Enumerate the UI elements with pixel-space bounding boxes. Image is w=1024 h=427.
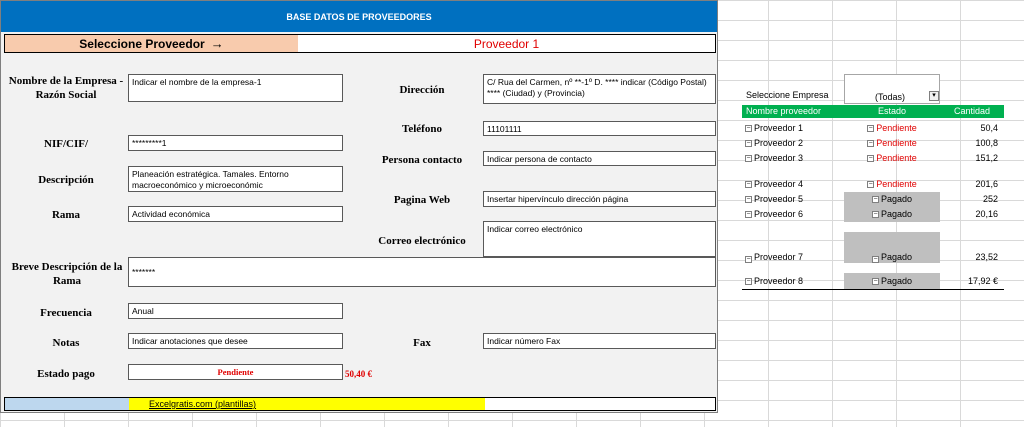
pivot-cell-nombre[interactable] (742, 151, 844, 166)
pivot-nombre-text: Proveedor 4 (754, 178, 804, 189)
label-descripcion: Descripción (38, 174, 94, 186)
pagina-web-field[interactable]: Insertar hipervínculo dirección página (483, 191, 716, 207)
pivot-cell-cantidad: 100,8 (975, 138, 998, 148)
label-pagina-web: Pagina Web (393, 194, 451, 206)
pivot-bottom-border (742, 289, 1004, 290)
persona-contacto-field[interactable]: Indicar persona de contacto (483, 151, 716, 166)
pivot-nombre-text: Proveedor 6 (754, 209, 804, 219)
pivot-cell-estado[interactable] (844, 121, 940, 136)
pivot-cell-cantidad: 201,6 (975, 178, 998, 189)
form-title: BASE DATOS DE PROVEEDORES (1, 1, 717, 32)
label-correo: Correo electrónico (378, 235, 466, 247)
pivot-cell-nombre[interactable] (742, 273, 844, 289)
breve-descripcion-field[interactable]: ******* (128, 257, 716, 287)
direccion-field[interactable]: C/ Rua del Carmen, nº **-1º D. **** indicar (Código Postal) **** (Ciudad) y (Provincia) (483, 74, 716, 104)
pivot-estado-text: Pendiente (876, 138, 917, 148)
minus-box-icon[interactable]: − (746, 256, 751, 263)
label-frecuencia: Frecuencia (40, 307, 92, 319)
select-supplier-label: Seleccione Proveedor (79, 36, 205, 51)
pivot-estado-text: Pagado (880, 209, 913, 219)
pivot-filter-label: Seleccione Empresa (746, 90, 829, 100)
minus-box-icon[interactable]: − (746, 196, 751, 203)
dropdown-arrow-icon[interactable]: ▾ (929, 91, 939, 101)
pivot-cell-estado[interactable] (844, 207, 940, 222)
minus-box-icon[interactable]: − (746, 277, 751, 285)
footer-blue-cell (5, 398, 129, 410)
label-nif: NIF/CIF/ (44, 138, 88, 150)
minus-box-icon[interactable]: − (873, 211, 878, 218)
notas-field[interactable]: Indicar anotaciones que desee (128, 333, 343, 349)
pivot-cell-estado[interactable] (844, 232, 940, 263)
pivot-filter-value: (Todas) (875, 92, 906, 102)
pivot-cell-cantidad: 23,52 (975, 252, 998, 262)
telefono-field[interactable]: 11101111 (483, 121, 716, 136)
pivot-estado-text: Pendiente (876, 123, 917, 133)
pivot-nombre-text: Proveedor 7 (754, 252, 804, 262)
footer-row (4, 397, 716, 411)
pivot-nombre-text: Proveedor 1 (754, 123, 804, 133)
minus-box-icon[interactable]: − (873, 277, 878, 285)
minus-box-icon[interactable]: − (868, 140, 873, 147)
minus-box-icon[interactable]: − (873, 256, 878, 263)
excelgratis-link[interactable]: Excelgratis.com (plantillas) (149, 399, 257, 409)
minus-box-icon[interactable]: − (746, 125, 751, 132)
descripcion-field[interactable]: Planeación estratégica. Tamales. Entorno macroeconómico y microeconómic (128, 166, 343, 192)
pivot-header-estado: Estado (844, 105, 940, 118)
supplier-selector-row (4, 34, 716, 53)
footer-link-cell (129, 398, 485, 410)
minus-box-icon[interactable]: − (868, 125, 873, 132)
label-direccion: Dirección (399, 84, 445, 96)
minus-box-icon[interactable]: − (746, 211, 751, 218)
minus-box-icon[interactable]: − (868, 155, 873, 162)
pivot-estado-text: Pendiente (876, 178, 917, 189)
pivot-header-cantidad: Cantidad (940, 105, 1004, 118)
label-fax: Fax (413, 337, 431, 349)
minus-box-icon[interactable]: − (746, 140, 751, 147)
arrow-right-icon: → (210, 36, 224, 51)
pivot-nombre-text: Proveedor 2 (754, 138, 804, 148)
pivot-cell-estado[interactable] (844, 151, 940, 166)
pivot-cell-nombre[interactable] (742, 136, 844, 151)
pivot-cell-nombre[interactable] (742, 176, 844, 192)
label-estado-pago: Estado pago (37, 368, 95, 380)
pivot-cell-cantidad: 252 (982, 194, 998, 204)
nif-field[interactable]: *********1 (128, 135, 343, 151)
pivot-nombre-text: Proveedor 3 (754, 153, 804, 163)
label-telefono: Teléfono (402, 123, 442, 135)
rama-field[interactable]: Actividad económica (128, 206, 343, 222)
pivot-filter-dropdown[interactable] (844, 74, 940, 104)
pivot-header-nombre: Nombre proveedor (742, 105, 844, 118)
minus-box-icon[interactable]: − (873, 196, 878, 203)
pivot-cell-nombre[interactable] (742, 121, 844, 136)
pivot-cell-estado[interactable] (844, 192, 940, 207)
pivot-cell-nombre[interactable] (742, 192, 844, 207)
frecuencia-field[interactable]: Anual (128, 303, 343, 319)
pivot-nombre-text: Proveedor 5 (754, 194, 804, 204)
pivot-nombre-text: Proveedor 8 (754, 275, 804, 286)
pivot-estado-text: Pagado (880, 194, 913, 204)
pivot-cell-estado[interactable] (844, 176, 940, 192)
pivot-cell-cantidad: 50,4 (980, 123, 998, 133)
pivot-estado-text: Pagado (880, 275, 913, 286)
correo-field[interactable]: Indicar correo electrónico (483, 221, 716, 257)
minus-box-icon[interactable]: − (868, 180, 873, 188)
importe-value: 50,40 € (345, 369, 372, 379)
minus-box-icon[interactable]: − (746, 180, 751, 188)
estado-pago-field[interactable]: Pendiente (128, 364, 343, 380)
pivot-estado-text: Pendiente (876, 153, 917, 163)
minus-box-icon[interactable]: − (746, 155, 751, 162)
fax-field[interactable]: Indicar número Fax (483, 333, 716, 349)
label-persona-contacto: Persona contacto (381, 154, 463, 166)
pivot-cell-estado[interactable] (844, 136, 940, 151)
pivot-estado-text: Pagado (880, 252, 913, 262)
pivot-cell-nombre[interactable] (742, 207, 844, 222)
pivot-cell-cantidad: 20,16 (975, 209, 998, 219)
pivot-cell-cantidad: 151,2 (975, 153, 998, 163)
supplier-dropdown[interactable]: Proveedor 1 (473, 36, 540, 51)
pivot-cell-cantidad: 17,92 € (967, 275, 998, 286)
label-empresa: Nombre de la Empresa - Razón Social (8, 75, 124, 101)
empresa-field[interactable]: Indicar el nombre de la empresa-1 (128, 74, 343, 102)
label-notas: Notas (52, 337, 80, 349)
label-breve-descripcion: Breve Descripción de la Rama (11, 261, 123, 287)
pivot-cell-nombre[interactable] (742, 232, 844, 263)
pivot-cell-estado[interactable] (844, 273, 940, 289)
label-rama: Rama (51, 209, 81, 221)
select-supplier-button[interactable] (5, 35, 298, 52)
